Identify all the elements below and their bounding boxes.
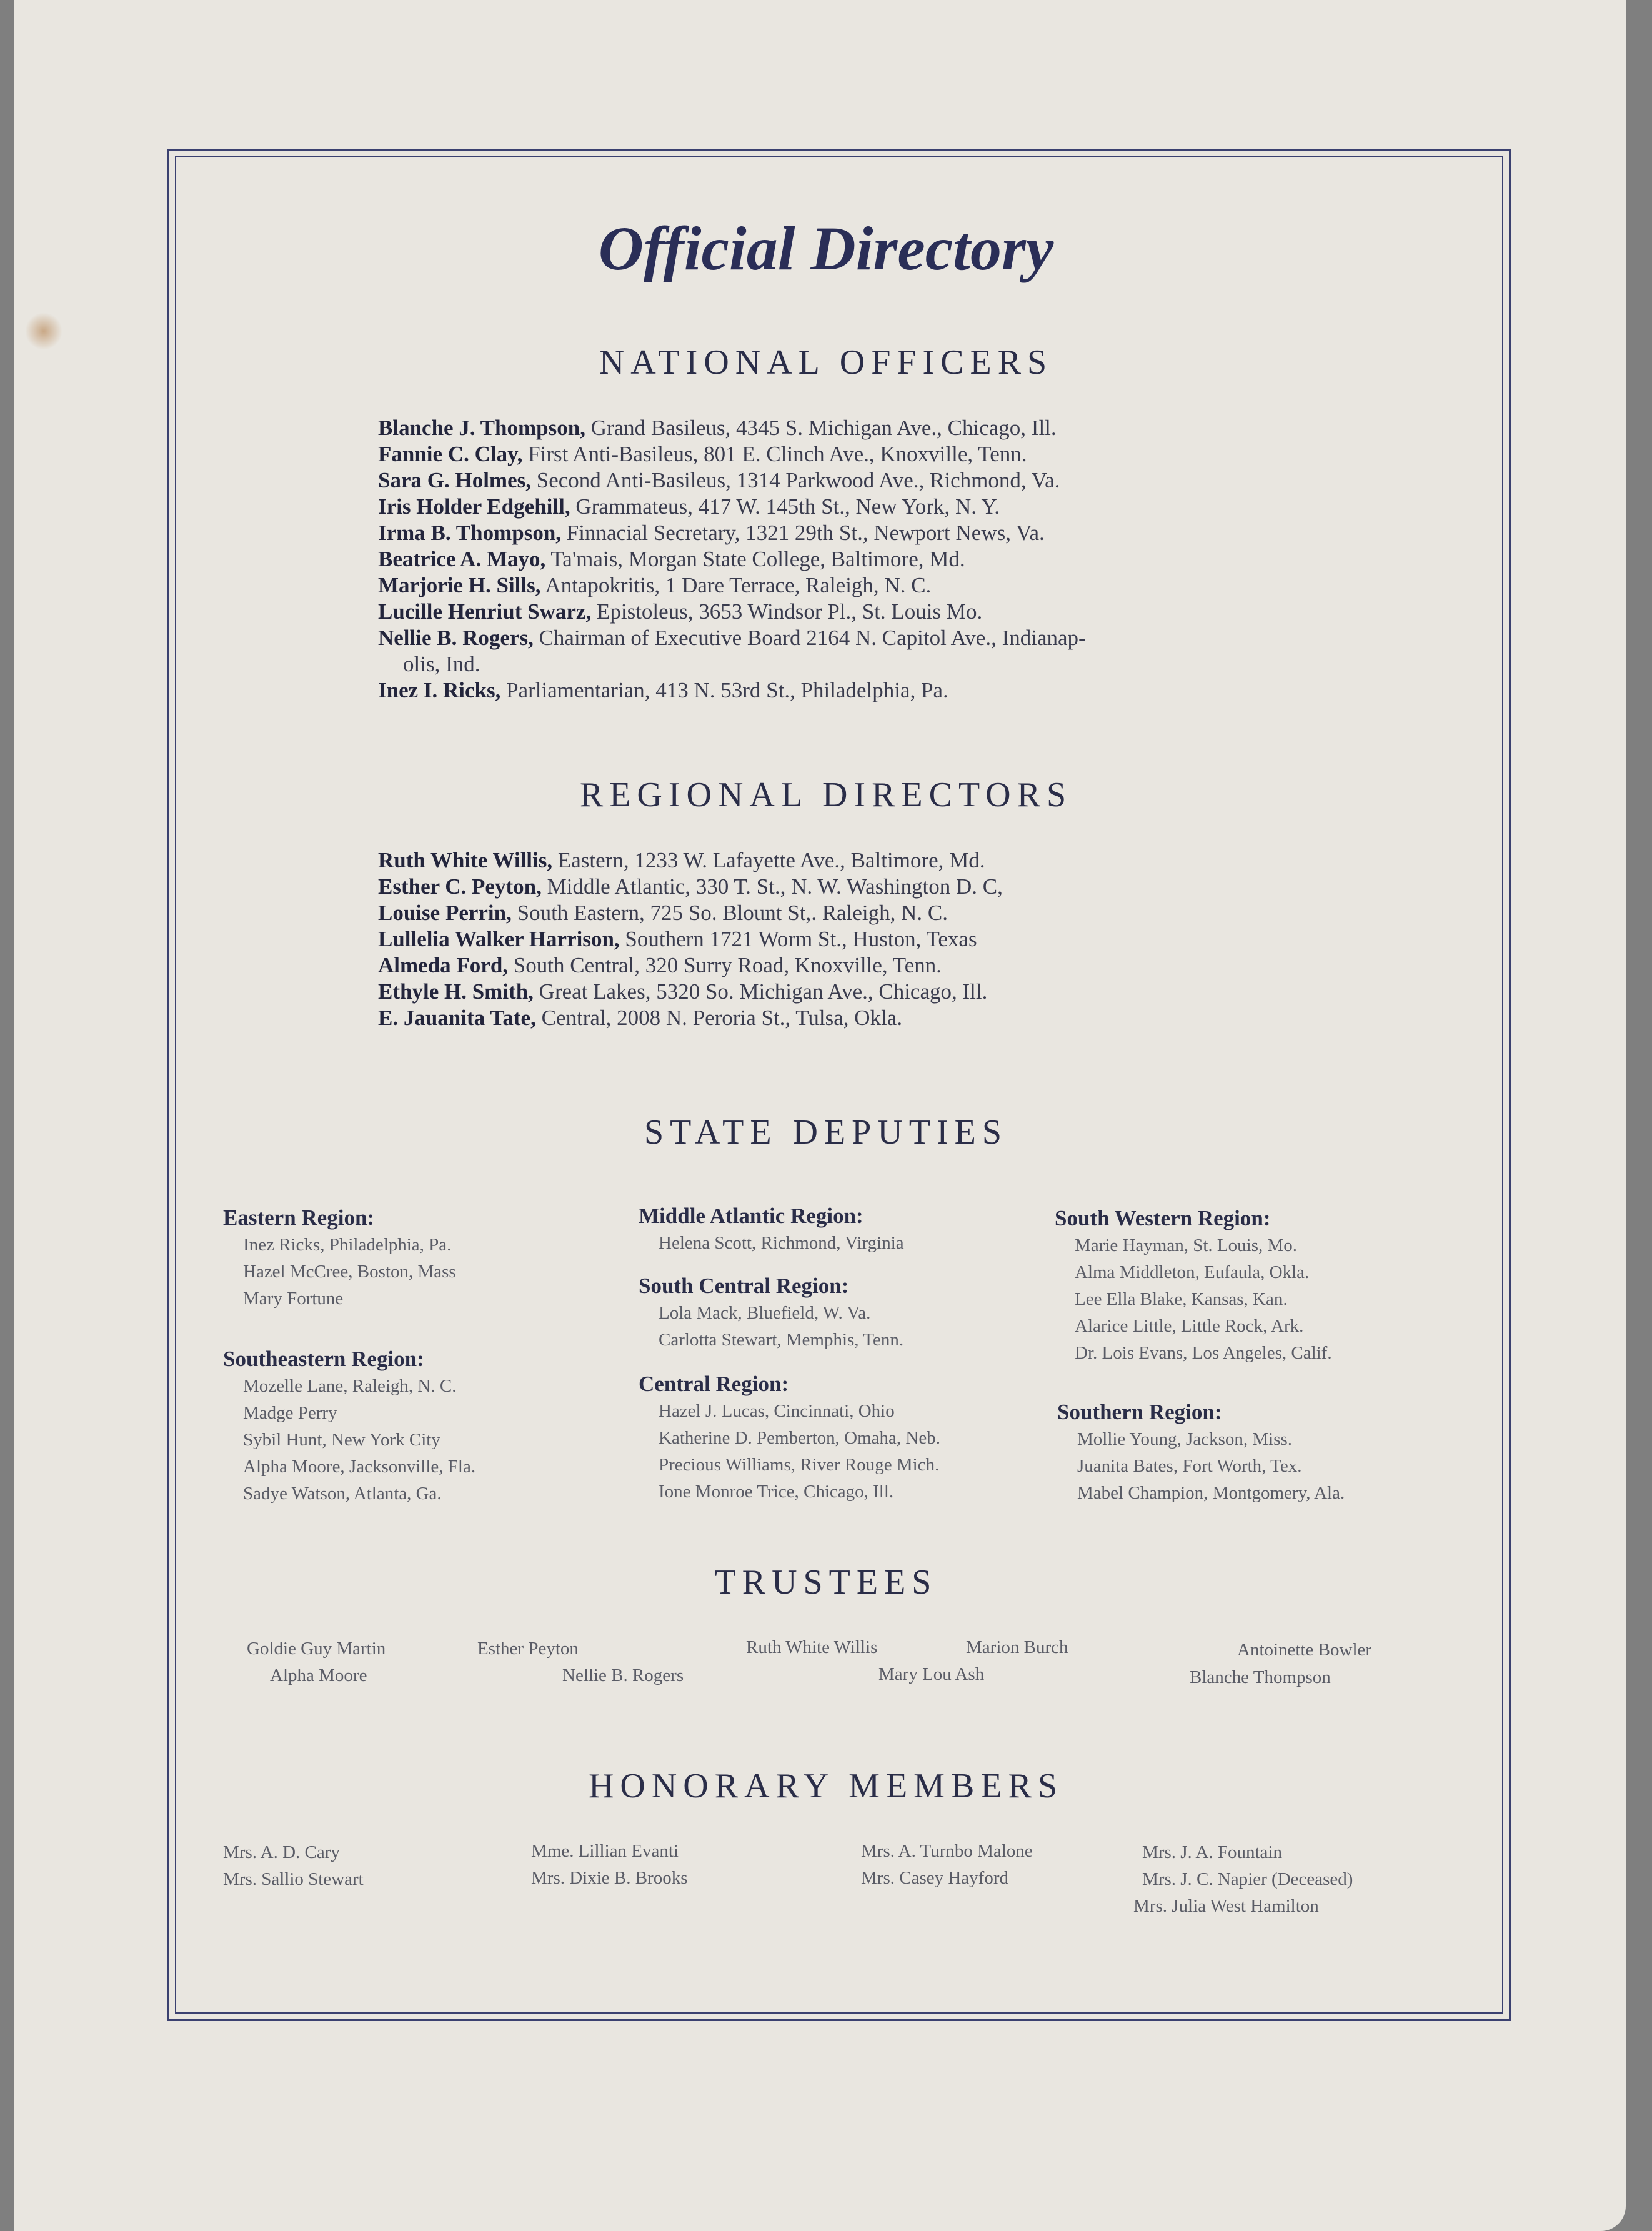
officer-entry: Marjorie H. Sills, Antapokritis, 1 Dare Terrace, Raleigh, N. C.	[378, 573, 932, 597]
honorary-member-name: Mrs. Dixie B. Brooks	[531, 1868, 688, 1888]
honorary-member-name: Mrs. Casey Hayford	[861, 1868, 1008, 1888]
southeastern-region	[223, 1345, 475, 1507]
page-title: Official Directory	[598, 214, 1054, 283]
state-deputies-heading: STATE DEPUTIES	[644, 1113, 1008, 1152]
officer-entry: Beatrice A. Mayo, Ta'mais, Morgan State College, Baltimore, Md.	[378, 547, 965, 571]
region-title: Middle Atlantic Region:	[639, 1204, 863, 1228]
national-officers-list	[378, 415, 1086, 704]
deputy-name: Sybil Hunt, New York City	[243, 1430, 440, 1450]
officer-entry: Nellie B. Rogers, Chairman of Executive Board 2164 N. Capitol Ave., Indianap- olis, Ind.	[378, 626, 1086, 676]
deputy-name: Helena Scott, Richmond, Virginia	[659, 1233, 904, 1253]
deputy-name: Mary Fortune	[243, 1289, 344, 1309]
officer-entry: Blanche J. Thompson, Grand Basileus, 4345 S. Michigan Ave., Chicago, Ill.	[378, 416, 1057, 440]
officer-entry: Iris Holder Edgehill, Grammateus, 417 W. 145th St., New York, N. Y.	[378, 494, 1000, 519]
deputy-name: Juanita Bates, Fort Worth, Tex.	[1077, 1456, 1302, 1476]
director-entry: Ruth White Willis, Eastern, 1233 W. Lafayette Ave., Baltimore, Md.	[378, 848, 985, 872]
deputy-name: Marie Hayman, St. Louis, Mo.	[1075, 1235, 1298, 1255]
deputy-name: Inez Ricks, Philadelphia, Pa.	[243, 1235, 452, 1255]
region-title: Southeastern Region:	[223, 1347, 424, 1371]
regional-directors-heading: REGIONAL DIRECTORS	[579, 776, 1073, 814]
deputy-name: Lola Mack, Bluefield, W. Va.	[659, 1303, 871, 1323]
honorary-member-name: Mrs. Julia West Hamilton	[1133, 1896, 1319, 1916]
deputy-name: Hazel McCree, Boston, Mass	[243, 1262, 456, 1282]
deputy-name: Mabel Champion, Montgomery, Ala.	[1077, 1483, 1345, 1503]
trustee-name: Antoinette Bowler	[1237, 1640, 1372, 1660]
deputy-name: Alpha Moore, Jacksonville, Fla.	[243, 1457, 476, 1477]
trustee-name: Blanche Thompson	[1190, 1667, 1331, 1687]
region-title: Central Region:	[639, 1372, 789, 1396]
director-entry: Louise Perrin, South Eastern, 725 So. Blount St,. Raleigh, N. C.	[378, 901, 948, 925]
central-region	[639, 1370, 940, 1505]
deputy-name: Sadye Watson, Atlanta, Ga.	[243, 1484, 442, 1504]
officer-entry: Inez I. Ricks, Parliamentarian, 413 N. 53rd St., Philadelphia, Pa.	[378, 678, 948, 702]
deputy-name: Alarice Little, Little Rock, Ark.	[1075, 1316, 1304, 1336]
deputy-name: Lee Ella Blake, Kansas, Kan.	[1075, 1289, 1288, 1309]
trustee-name: Alpha Moore	[270, 1665, 367, 1685]
honorary-member-name: Mrs. J. A. Fountain	[1142, 1842, 1282, 1862]
trustee-name: Ruth White Willis	[746, 1637, 878, 1657]
officer-entry: Fannie C. Clay, First Anti-Basileus, 801 E. Clinch Ave., Knoxville, Tenn.	[378, 442, 1027, 466]
regional-directors-list	[378, 847, 1003, 1031]
trustees-heading: TRUSTEES	[714, 1563, 938, 1602]
officer-entry: Irma B. Thompson, Finnacial Secretary, 1321 29th St., Newport News, Va.	[378, 521, 1045, 545]
deputy-name: Mozelle Lane, Raleigh, N. C.	[243, 1376, 457, 1396]
director-entry: E. Jauanita Tate, Central, 2008 N. Peroria St., Tulsa, Okla.	[378, 1006, 903, 1030]
trustee-name: Mary Lou Ash	[878, 1664, 985, 1684]
deputy-name: Hazel J. Lucas, Cincinnati, Ohio	[659, 1401, 895, 1421]
middle-atlantic-region	[639, 1202, 904, 1257]
deputy-name: Dr. Lois Evans, Los Angeles, Calif.	[1075, 1343, 1332, 1363]
deputy-name: Katherine D. Pemberton, Omaha, Neb.	[659, 1428, 940, 1448]
trustee-name: Esther Peyton	[477, 1639, 579, 1659]
region-title: Southern Region:	[1057, 1400, 1222, 1424]
south-western-region	[1055, 1205, 1332, 1367]
deputy-name: Madge Perry	[243, 1403, 337, 1423]
eastern-region	[223, 1204, 456, 1312]
deputy-name: Precious Williams, River Rouge Mich.	[659, 1455, 940, 1475]
deputy-name: Carlotta Stewart, Memphis, Tenn.	[659, 1330, 904, 1350]
officer-entry: Sara G. Holmes, Second Anti-Basileus, 1314 Parkwood Ave., Richmond, Va.	[378, 468, 1060, 492]
director-entry: Almeda Ford, South Central, 320 Surry Road, Knoxville, Tenn.	[378, 953, 942, 977]
deputy-name: Mollie Young, Jackson, Miss.	[1077, 1429, 1293, 1449]
south-central-region	[639, 1272, 903, 1354]
director-entry: Lullelia Walker Harrison, Southern 1721 Worm St., Huston, Texas	[378, 927, 977, 951]
officer-entry: Lucille Henriut Swarz, Epistoleus, 3653 Windsor Pl., St. Louis Mo.	[378, 599, 983, 624]
director-entry: Ethyle H. Smith, Great Lakes, 5320 So. Michigan Ave., Chicago, Ill.	[378, 979, 988, 1004]
honorary-member-name: Mme. Lillian Evanti	[531, 1841, 679, 1861]
deputy-name: Alma Middleton, Eufaula, Okla.	[1075, 1262, 1310, 1282]
region-title: Eastern Region:	[223, 1205, 375, 1230]
director-entry: Esther C. Peyton, Middle Atlantic, 330 T. St., N. W. Washington D. C,	[378, 874, 1003, 899]
trustee-name: Goldie Guy Martin	[247, 1639, 386, 1659]
trustee-name: Marion Burch	[966, 1637, 1068, 1657]
honorary-member-name: Mrs. J. C. Napier (Deceased)	[1142, 1869, 1353, 1889]
trustee-name: Nellie B. Rogers	[562, 1665, 684, 1685]
honorary-members-heading: HONORARY MEMBERS	[588, 1767, 1064, 1805]
region-title: South Central Region:	[639, 1274, 849, 1298]
southern-region	[1057, 1399, 1345, 1507]
honorary-member-name: Mrs. A. D. Cary	[223, 1842, 340, 1862]
deputy-name: Ione Monroe Trice, Chicago, Ill.	[659, 1482, 894, 1502]
honorary-member-name: Mrs. A. Turnbo Malone	[861, 1841, 1033, 1861]
national-officers-heading: NATIONAL OFFICERS	[599, 343, 1053, 382]
region-title: South Western Region:	[1055, 1206, 1271, 1230]
honorary-member-name: Mrs. Sallio Stewart	[223, 1869, 364, 1889]
